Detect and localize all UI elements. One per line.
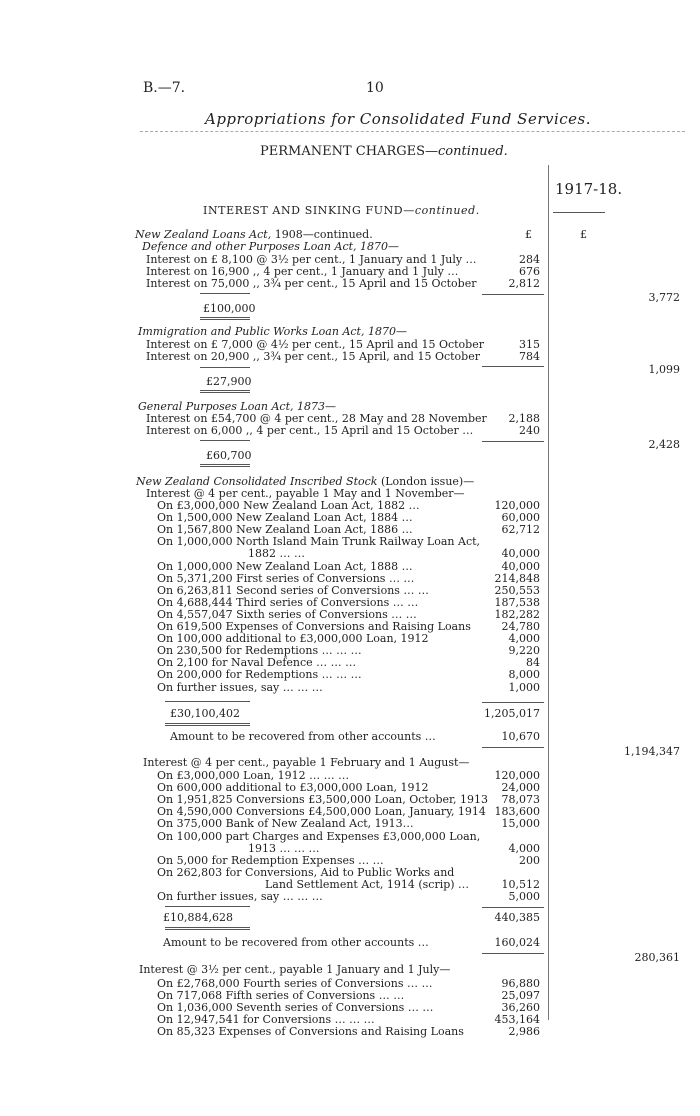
line-value: 1,000 [508,680,540,694]
line-text: On 100,000 part Charges and Expenses £3,000,000 Loan, [157,829,481,843]
line-value: 8,000 [508,668,540,682]
section-title: INTEREST AND SINKING FUND—continued. [203,204,480,217]
line-text: On 230,500 for Redemptions … … … [157,644,362,658]
line-text: 1882 … … [248,547,305,561]
subheading: PERMANENT CHARGES—continued. [260,144,508,159]
stock-title: New Zealand Consolidated Inscribed Stock (London issue)— [136,475,475,488]
line-value: 182,282 [494,607,540,621]
line-value: 2,986 [508,1025,540,1039]
line-text: On 1,036,000 Seventh series of Conversions … … [157,1001,434,1015]
line-text: On 262,803 for Conversions, Aid to Public Works and [157,865,455,879]
line-text: On 200,000 for Redemptions … … … [157,668,362,682]
line-text: On 4,557,047 Sixth series of Conversions … … [157,607,417,621]
line-value: 60,000 [501,511,540,525]
group2-recovered-value: 160,024 [494,936,540,949]
group1-recovered: Amount to be recovered from other accounts … [170,730,436,743]
line-text: On 619,500 Expenses of Conversions and Raising Loans [157,620,471,633]
line-text: On 4,688,444 Third series of Conversions … … [157,595,419,609]
line-value: 40,000 [501,547,540,561]
line-value: 4,000 [508,632,540,646]
group2-total: 280,361 [634,951,680,964]
line-value: 24,780 [501,620,540,633]
line-text: On further issues, say … … … [157,680,323,694]
defence-principal: £100,000 [203,302,256,315]
act-defence-title: Defence and other Purposes Loan Act, 1870— [142,240,400,253]
line-value: 78,073 [501,793,540,807]
defence-total: 3,772 [648,291,680,304]
line-value: 40,000 [501,559,540,573]
line-value: 214,848 [494,571,540,585]
line-value: 453,164 [494,1013,540,1027]
line-text: On 5,000 for Redemption Expenses … … [157,853,384,867]
line-value: 10,512 [501,877,540,891]
general-value: 240 [519,424,540,437]
general-line: Interest on £54,700 @ 4 per cent., 28 May and 28 November [146,412,487,425]
line-value: 9,220 [508,644,540,658]
general-principal: £60,700 [206,449,252,462]
line-text: On 100,000 additional to £3,000,000 Loan, 1912 [157,632,429,646]
immigration-principal: £27,900 [206,375,252,388]
line-text: On 2,100 for Naval Defence … … … [157,656,357,670]
page-number: 10 [366,80,384,96]
line-text: On 6,263,811 Second series of Conversions … … [157,583,429,597]
line-value: 4,000 [508,841,540,855]
line-text: Land Settlement Act, 1914 (scrip) … [265,877,470,891]
currency-c2: £ [580,228,587,241]
line-value: 120,000 [494,499,540,512]
line-value: 96,880 [501,977,540,990]
line-value: 120,000 [494,769,540,782]
line-text: On £3,000,000 New Zealand Loan Act, 1882 … [157,499,420,512]
immigration-value: 315 [519,338,540,351]
line-text: On further issues, say … … … [157,890,323,903]
general-line: Interest on 6,000 ,, 4 per cent., 15 April and 15 October … [146,424,474,437]
act-general-title: General Purposes Loan Act, 1873— [138,400,337,413]
line-text: On 1,951,825 Conversions £3,500,000 Loan, October, 1913 [157,793,489,807]
currency-c1: £ [525,228,532,241]
line-text: On £2,768,000 Fourth series of Conversions … … [157,977,433,990]
defence-value: 676 [519,265,540,278]
line-text: On 12,947,541 for Conversions … … … [157,1013,375,1027]
group1-total: 1,194,347 [624,745,680,758]
line-text: 1913 … … … [248,841,320,855]
line-text: On 717,068 Fifth series of Conversions … … [157,989,405,1003]
defence-line: Interest on 16,900 ,, 4 per cent., 1 January and 1 July … [146,265,459,278]
group2-principal: £10,884,628 [163,911,233,924]
immigration-total: 1,099 [648,363,680,376]
defence-value: 2,812 [508,277,540,290]
act-nz1908-title: New Zealand Loans Act, 1908—continued. [135,228,373,241]
immigration-line: Interest on £ 7,000 @ 4½ per cent., 15 April and 15 October [146,338,484,351]
general-total: 2,428 [648,438,680,451]
line-text: On 1,000,000 North Island Main Trunk Railway Loan Act, [157,535,481,549]
year-label: 1917-18. [555,180,623,198]
line-value: 5,000 [508,890,540,903]
defence-line: Interest on £ 8,100 @ 3½ per cent., 1 January and 1 July … [146,253,477,266]
immigration-value: 784 [519,350,540,363]
line-value: 36,260 [501,1001,540,1015]
group1-subtotal: 1,205,017 [484,707,540,720]
line-text: On 85,323 Expenses of Conversions and Raising Loans [157,1025,464,1039]
line-text: On 5,371,200 First series of Conversions … … [157,571,415,585]
line-value: 200 [519,853,540,867]
line-value: 250,553 [494,583,540,597]
defence-value: 284 [519,253,540,266]
line-text: On 375,000 Bank of New Zealand Act, 1913… [157,817,414,831]
group2-heading: Interest @ 4 per cent., payable 1 February and 1 August— [143,756,470,769]
general-value: 2,188 [508,412,540,425]
line-value: 62,712 [501,523,540,537]
line-text: On £3,000,000 Loan, 1912 … … … [157,769,350,782]
group1-recovered-value: 10,670 [501,730,540,743]
group3-heading: Interest @ 3½ per cent., payable 1 January and 1 July— [139,963,451,976]
line-text: On 1,500,000 New Zealand Loan Act, 1884 … [157,511,413,525]
page-ref: B.—7. [143,80,186,96]
group2-subtotal: 440,385 [494,911,540,924]
line-text: On 1,567,800 New Zealand Loan Act, 1886 … [157,523,413,537]
line-text: On 1,000,000 New Zealand Loan Act, 1888 … [157,559,413,573]
line-value: 24,000 [501,781,540,795]
line-text: On 4,590,000 Conversions £4,500,000 Loan, January, 1914 [157,805,486,819]
immigration-line: Interest on 20,900 ,, 3¾ per cent., 15 April, and 15 October [146,350,480,363]
line-value: 183,600 [494,805,540,819]
group1-heading: Interest @ 4 per cent., payable 1 May and 1 November— [146,487,465,500]
group2-recovered: Amount to be recovered from other accounts … [163,936,429,949]
line-value: 187,538 [494,595,540,609]
page-heading: Appropriations for Consolidated Fund Services. [205,110,592,128]
line-text: On 600,000 additional to £3,000,000 Loan, 1912 [157,781,429,795]
line-value: 84 [526,656,540,670]
line-value: 25,097 [501,989,540,1003]
act-immigration-title: Immigration and Public Works Loan Act, 1870— [138,325,407,338]
defence-line: Interest on 75,000 ,, 3¾ per cent., 15 April and 15 October [146,277,477,290]
line-value: 15,000 [501,817,540,831]
group1-principal: £30,100,402 [170,707,240,720]
